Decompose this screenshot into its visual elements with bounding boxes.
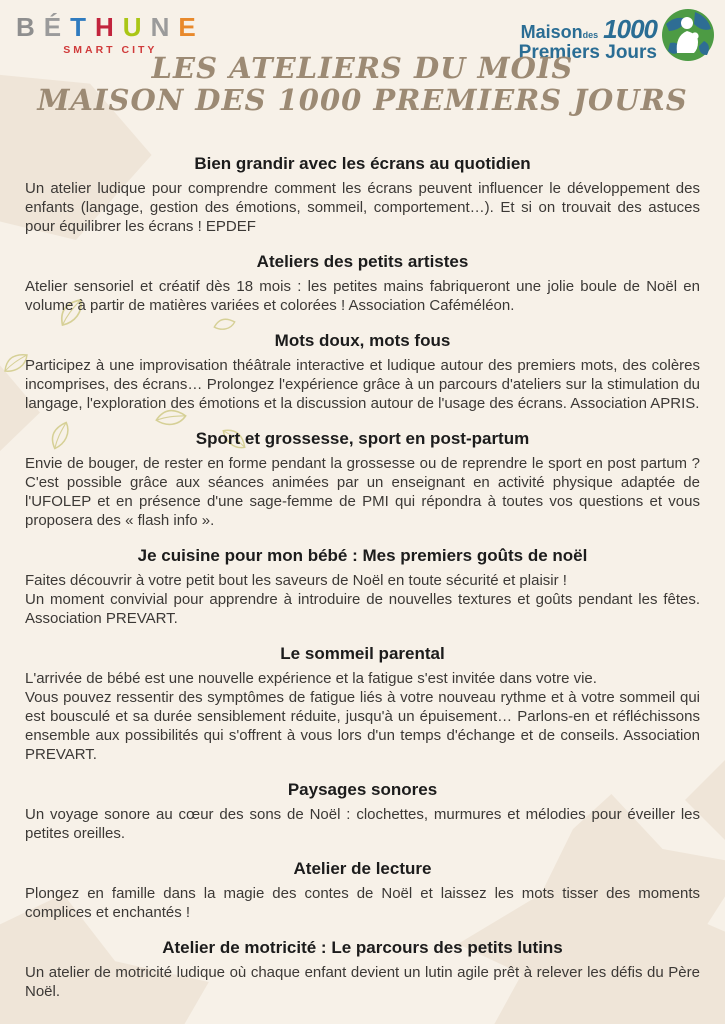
- section-title: Je cuisine pour mon bébé : Mes premiers goûts de noël: [137, 546, 588, 565]
- section-title: Sport et grossesse, sport en post-partum: [195, 429, 530, 448]
- section-paragraph: Participez à une improvisation théâtrale interactive et ludique autour des premiers mots, des colères incomprises, des écrans… Prolongez l'expérience grâce à un parcours d'ateliers sur la stimulation du langage, l'exploration des émotions et la discussion autour de l'usage des écrans. Association APRIS.: [25, 357, 700, 412]
- section-paragraph: Vous pouvez ressentir des symptômes de fatigue liés à votre nouveau rythme et à votre sommeil qui est bousculé et sa durée sensiblement réduite, jusqu'à un épuisement… Parlons-en et réfléchissons ensemble aux possibilités qui s'offrent à vous lors d'un temps d'échange et de conseils. Association PREVART.: [25, 689, 700, 763]
- section-paragraph: Un moment convivial pour apprendre à introduire de nouvelles textures et goûts pendant les fêtes. Association PREVART.: [25, 591, 700, 627]
- workshop-section: [25, 252, 700, 315]
- bethune-letter: E: [178, 12, 205, 42]
- bethune-logo: [16, 12, 205, 56]
- section-paragraph: Un voyage sonore au cœur des sons de Noël : clochettes, murmures et mélodies pour éveiller les petites oreilles.: [25, 806, 700, 842]
- flyer-title-line2: MAISON DES 1000 PREMIERS JOURS: [37, 83, 688, 118]
- bethune-tagline: SMART CITY: [63, 44, 158, 56]
- flyer-title: [0, 52, 725, 117]
- bethune-letter: N: [150, 12, 179, 42]
- section-paragraph: Envie de bouger, de rester en forme pendant la grossesse ou de reprendre le sport en post partum ? C'est possible grâce aux séances animées par un enseignant en activité physique adaptée de l'UFOLEP et en présence d'une sage-femme de PMI qui répondra à toutes vos questions et vous proposera des « flash info ».: [25, 455, 700, 529]
- workshop-section: [25, 546, 700, 628]
- section-title: Le sommeil parental: [280, 644, 445, 663]
- workshop-section: [25, 938, 700, 1001]
- section-paragraph: Plongez en famille dans la magie des contes de Noël et laissez les mots tisser des moments complices et enchantés !: [25, 885, 700, 921]
- workshops-list: [0, 154, 725, 1001]
- section-paragraph: L'arrivée de bébé est une nouvelle expérience et la fatigue s'est invitée dans votre vie.: [25, 670, 597, 687]
- maison-1000-number: 1000: [603, 14, 657, 44]
- workshop-section: [25, 859, 700, 922]
- workshop-section: [25, 154, 700, 236]
- bethune-letter: U: [122, 12, 151, 42]
- section-title: Ateliers des petits artistes: [256, 252, 469, 271]
- section-title: Bien grandir avec les écrans au quotidien: [194, 154, 531, 173]
- workshop-section: [25, 644, 700, 764]
- section-paragraph: Atelier sensoriel et créatif dès 18 mois : les petites mains fabriqueront une jolie boule de Noël en volume à partir de matières variées et colorées ! Association Caféméléon.: [25, 278, 700, 314]
- maison-word: Maison: [520, 22, 583, 42]
- section-paragraph: Un atelier de motricité ludique où chaque enfant devient un lutin agile prêt à relever les défis du Père Noël.: [25, 964, 700, 1000]
- section-title: Mots doux, mots fous: [274, 331, 451, 350]
- bethune-wordmark: [16, 12, 205, 43]
- section-title: Paysages sonores: [287, 780, 438, 799]
- flyer-header: [0, 0, 725, 138]
- bethune-letter: É: [43, 12, 71, 42]
- workshop-section: [25, 429, 700, 530]
- workshop-section: [25, 780, 700, 843]
- section-paragraph: Faites découvrir à votre petit bout les saveurs de Noël en toute sécurité et plaisir !: [25, 572, 567, 589]
- section-title: Atelier de lecture: [293, 859, 432, 878]
- flyer-title-line1: LES ATELIERS DU MOIS: [151, 51, 574, 85]
- bethune-letter: B: [16, 12, 44, 42]
- workshop-section: [25, 331, 700, 413]
- section-paragraph: Un atelier ludique pour comprendre comment les écrans peuvent influencer le développement des enfants (langage, gestion des émotions, sommeil, comportement…). Et si on trouvait des astuces pour équilibrer les écrans ! EPDEF: [25, 180, 700, 235]
- section-title: Atelier de motricité : Le parcours des petits lutins: [162, 938, 563, 957]
- bethune-letter: H: [95, 12, 123, 42]
- bethune-letter: T: [70, 12, 96, 42]
- maison-des-word: des: [582, 30, 599, 40]
- maison-premiers-jours: Premiers Jours: [518, 42, 657, 64]
